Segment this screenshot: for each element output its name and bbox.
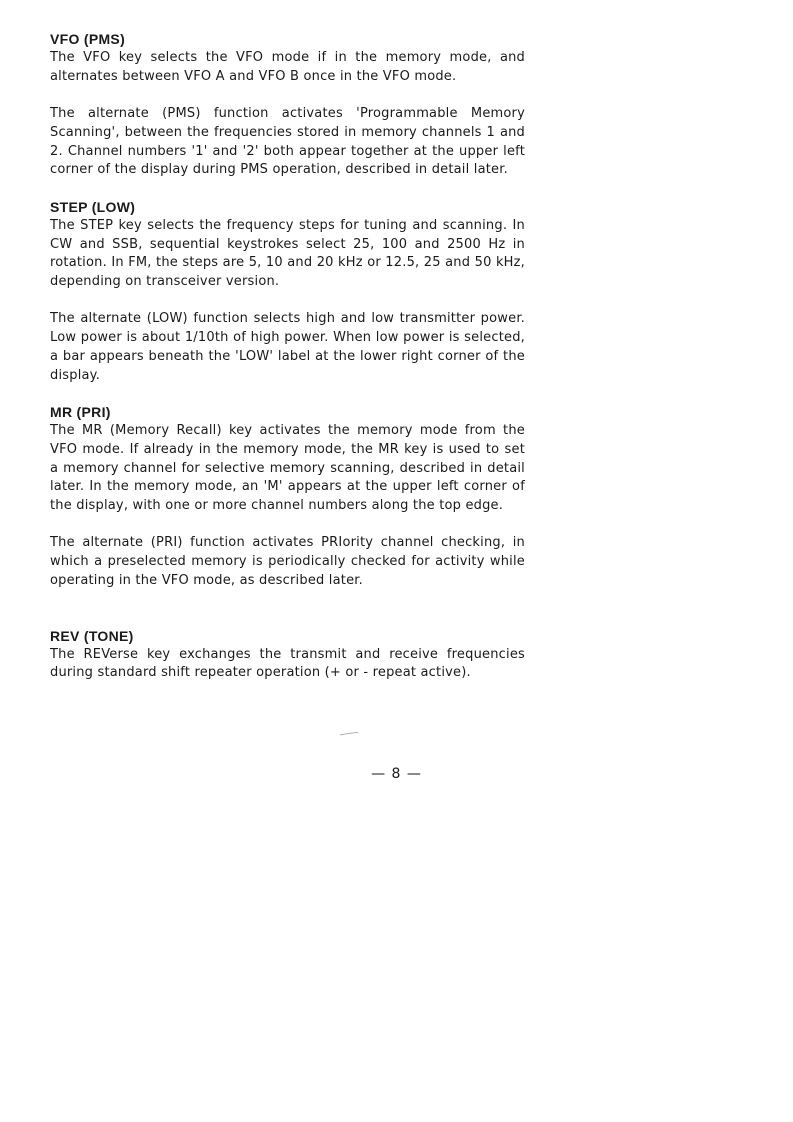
section-heading: VFO (PMS) [50, 31, 126, 47]
section-mr-pri [50, 403, 525, 590]
section-heading: STEP (LOW) [50, 198, 136, 215]
section-rev-tone [50, 627, 525, 683]
page-body [50, 30, 525, 683]
stray-pen-mark [340, 732, 358, 736]
paragraph: The alternate (PMS) function activates 'Programmable Memory Scanning', between the frequencies stored in memory channels 1 and 2. Channel numbers '1' and '2' both appear together at the upper left corner of the display during PMS operation, described in detail later. [50, 106, 525, 178]
paragraph: The MR (Memory Recall) key activates the memory mode from the VFO mode. If already in the memory mode, the MR key is used to set a memory channel for selective memory scanning, described in detail later. In the memory mode, an 'M' appears at the upper left corner of the display, with one or more channel numbers along the top edge. [50, 423, 525, 514]
paragraph: The alternate (LOW) function selects high and low transmitter power. Low power is about 1/10th of high power. When low power is selected, a bar appears beneath the 'LOW' label at the lower right corner of the display. [50, 311, 525, 383]
paragraph: The VFO key selects the VFO mode if in the memory mode, and alternates between VFO A and VFO B once in the VFO mode. [50, 50, 525, 84]
paragraph: The REVerse key exchanges the transmit and receive frequencies during standard shift repeater operation (+ or - repeat active). [50, 646, 525, 681]
paragraph: The STEP key selects the frequency steps for tuning and scanning. In CW and SSB, sequential keystrokes select 25, 100 and 2500 Hz in rotation. In FM, the steps are 5, 10 and 20 kHz or 12.5, 25 and 50 kHz, depending on transceiver version. [50, 217, 525, 290]
section-heading: MR (PRI) [50, 404, 111, 421]
page-number: — 8 — [371, 766, 422, 782]
section-step-low [50, 198, 525, 385]
paragraph: The alternate (PRI) function activates PRIority channel checking, in which a preselected memory is periodically checked for activity while operating in the VFO mode, as described later. [50, 535, 525, 588]
section-vfo-pms [50, 30, 525, 180]
section-heading: REV (TONE) [50, 627, 134, 644]
